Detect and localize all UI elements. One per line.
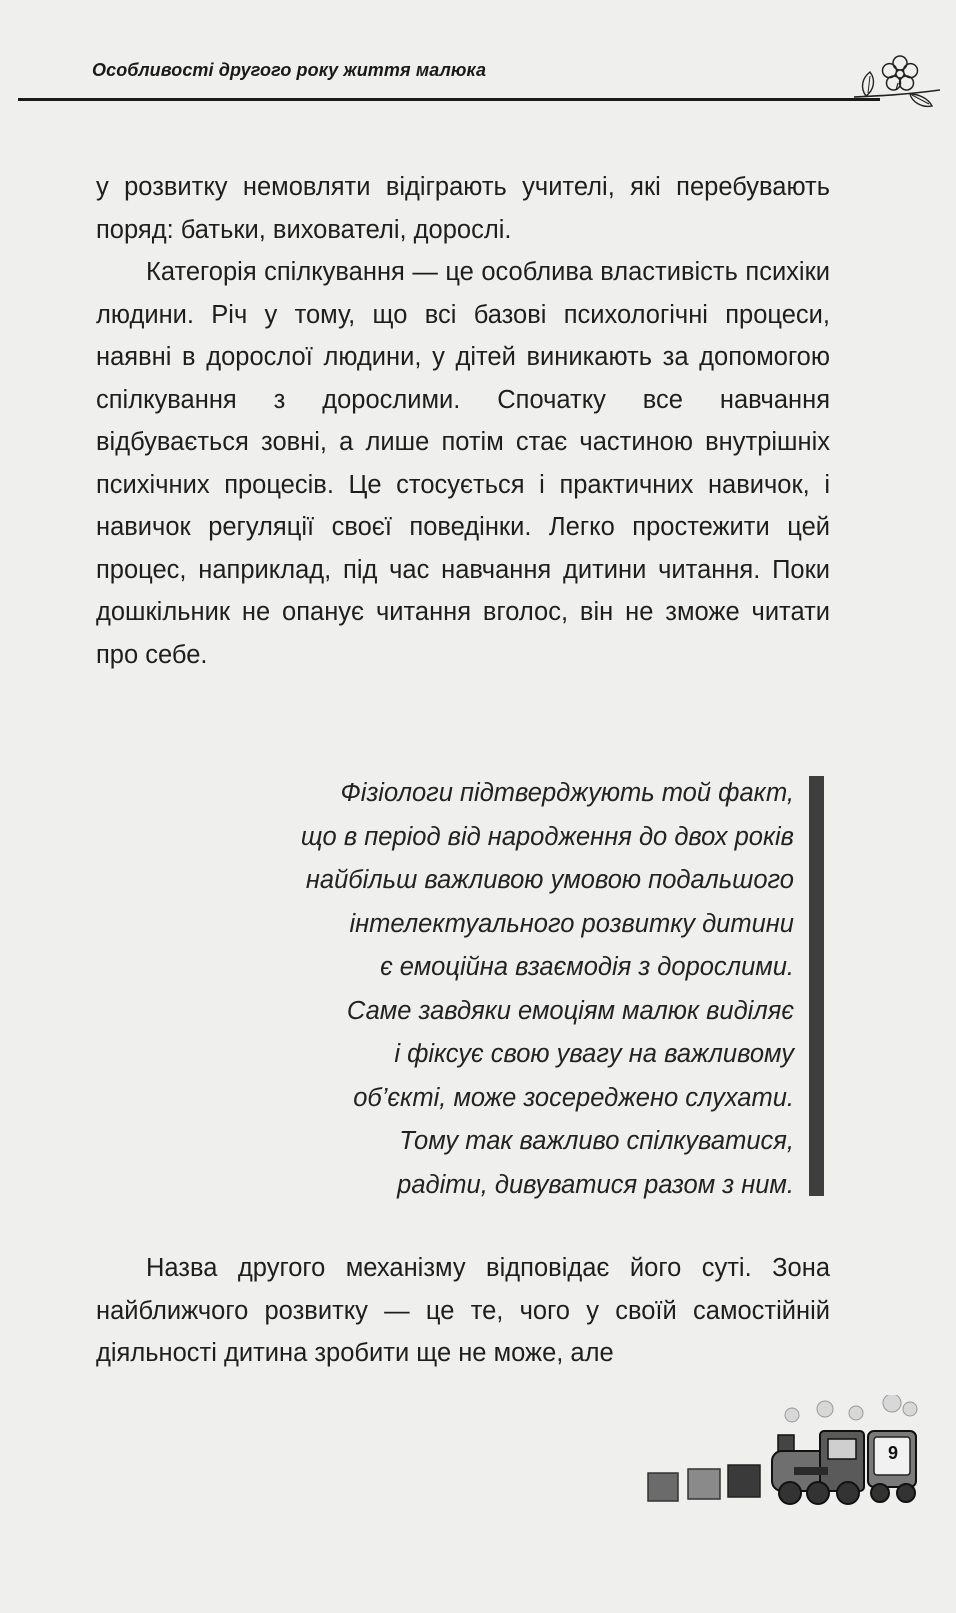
quote-line: є емоційна взаємодія з дорослими. (380, 953, 794, 981)
paragraph: Категорія спілкування — це особлива властивість психіки людини. Річ у тому, що всі базові психологічні процеси, наявні в дорослої людини, у дітей виникають за допомогою спілкування з дорослими. Спочатку все навчання відбувається зовні, а лише потім стає частиною внутрішніх психічних процесів. Це стосується і практичних навичок, і навичок регуляції своєї поведінки. Легко простежити цей процес, наприклад, під час навчання дитини читання. Поки дошкільник не опанує читання вголос, він не зможе читати про себе. (96, 258, 830, 669)
quote-line: Тому так важливо спілкуватися, (399, 1127, 794, 1155)
quote-line: найбільш важливою умовою подальшого (305, 866, 794, 894)
quote-line: Саме завдяки емоціям малюк виділяє (346, 996, 794, 1025)
running-head: Особливості другого року життя малюка (92, 60, 487, 80)
paragraph: Назва другого механізму відповідає його суті. Зона найближчого розвитку — це те, чого у своїй самостійній діяльності дитина зробити ще не може, але (96, 1254, 830, 1367)
header-rule (18, 98, 880, 101)
quote-line: Фізіологи підтверджують той факт, (340, 779, 794, 807)
quote-line: об’єкті, може зосереджено слухати. (353, 1083, 794, 1112)
quote-line: що в період від народження до двох років (300, 822, 794, 851)
quote-line: радіти, дивуватися разом з ним. (397, 1170, 794, 1199)
paragraph: у розвитку немовляти відіграють учителі, які перебувають поряд: батьки, вихователі, дорослі. (96, 173, 830, 244)
quote-bar (809, 776, 824, 1196)
quote-line: інтелектуального розвитку дитини (349, 909, 794, 938)
flower-branch-icon (852, 50, 944, 122)
pull-quote (200, 772, 794, 1207)
page-number: 9 (887, 1443, 898, 1463)
quote-line: і фіксує свою увагу на важливому (394, 1040, 794, 1068)
